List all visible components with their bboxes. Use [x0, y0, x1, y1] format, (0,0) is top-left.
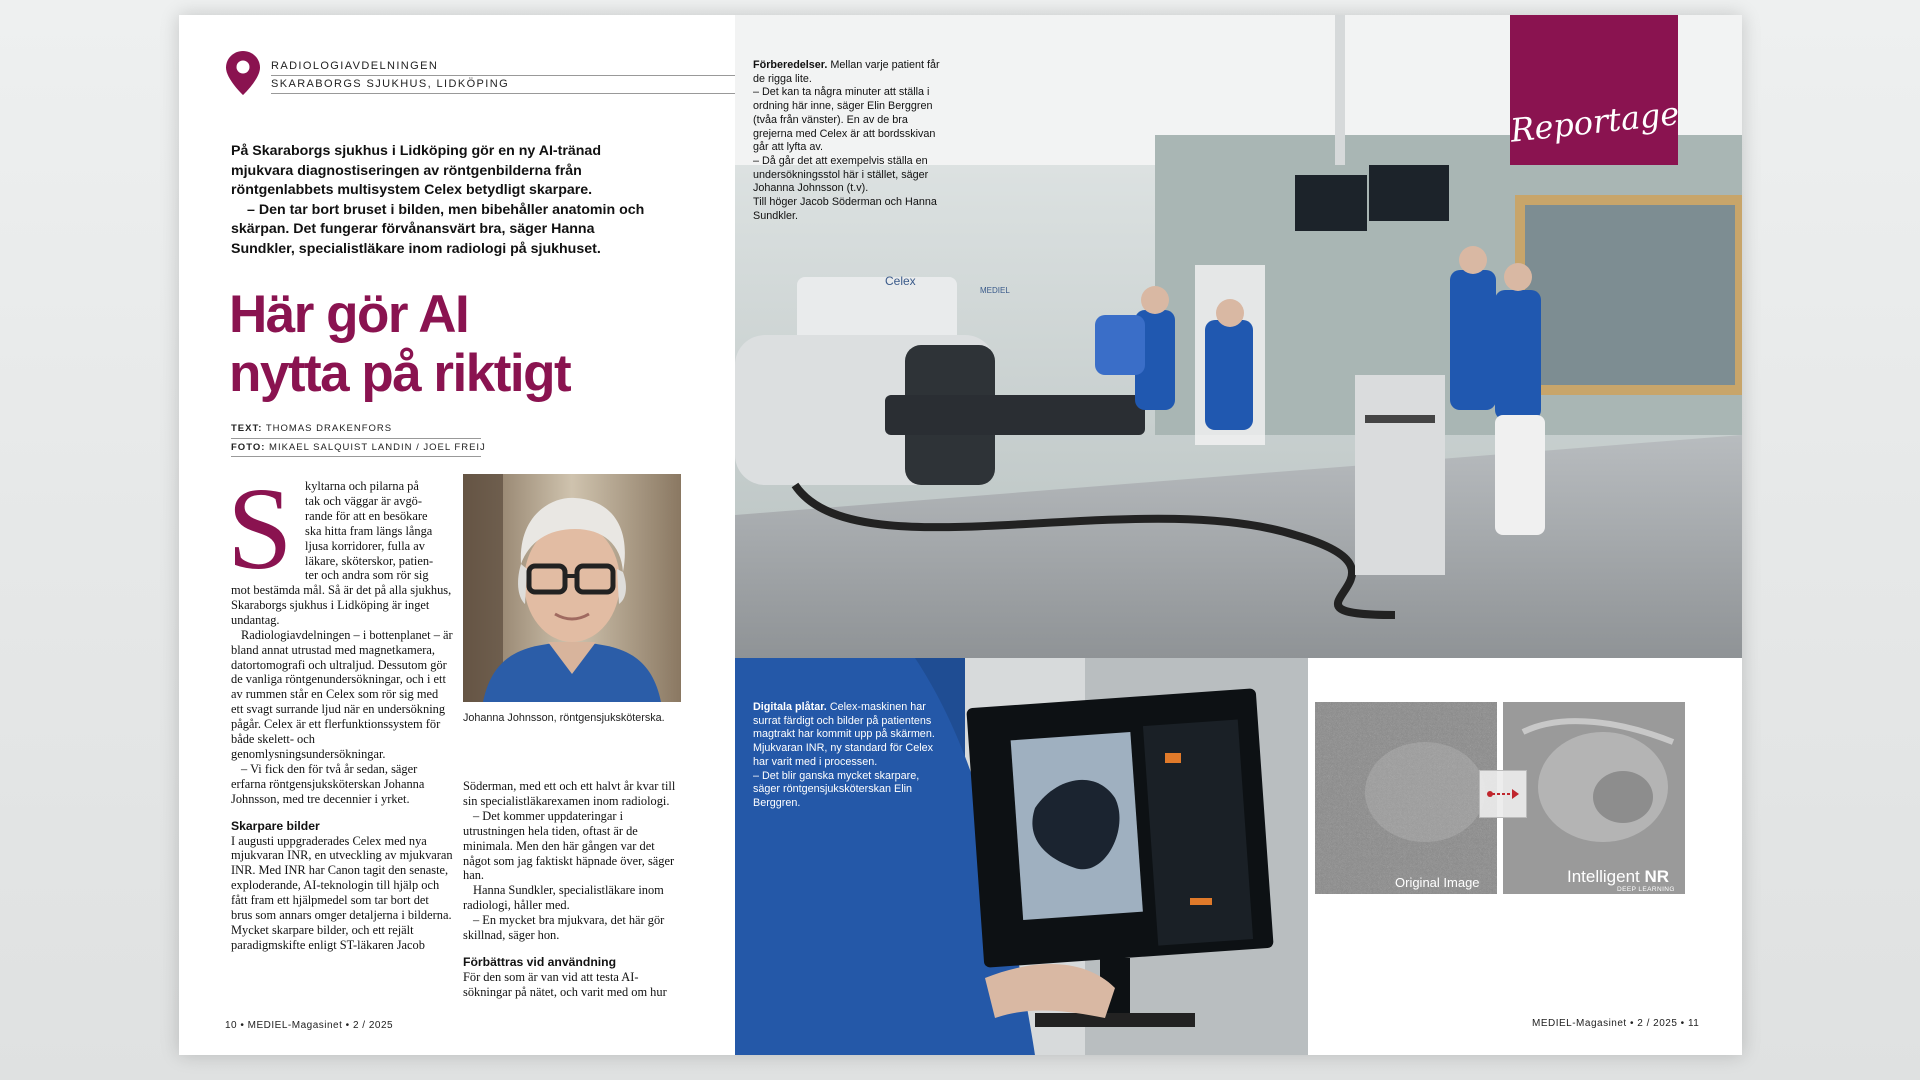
ingress-quote: – Den tar bort bruset i bilden, men bibehåller anatomin och skärpan. Det fungerar förvånansvärt bra, säger Hanna Sundkler, specialistläkare inom radiologi på sjukhuset.: [231, 201, 645, 257]
reportage-badge: [1508, 15, 1681, 165]
body-intro: kyltarna och pilarna på tak och väggar är avgö- rande för att en besökare ska hitta fram längs långa ljusa korridorer, fulla av läkare, sköterskor, patien- ter och andra som rör sig: [305, 479, 434, 583]
kicker-rule: [271, 75, 735, 76]
byline-text: TEXT: THOMAS DRAKENFORS: [231, 423, 393, 434]
page-footer-right: MEDIEL-Magasinet • 2 / 2025 • 11: [1532, 1018, 1700, 1029]
subheading: Förbättras vid användning: [463, 954, 617, 969]
ingress-paragraph: På Skaraborgs sjukhus i Lidköping gör en ny AI-tränad mjukvara diagnostiseringen av röntgenbilderna från röntgenlabbets multisystem Celex betydligt skarpare.: [231, 143, 601, 198]
kicker-department: RADIOLOGIAVDELNINGEN: [271, 60, 439, 72]
body-column-1: mot bestämda mål. Så är det på alla sjukhus, Skaraborgs sjukhus i Lidköping är inget undantag. Radiologiavdelningen – i bottenplanet – är bland annat utrustad med magnetkamera, datortomografi och ultraljud. Dessutom gör de vanliga röntgenundersökningar, och i ett av rummen står en Celex som rör sig med ett svagt surrande ljud när en undersökning pågår. Celex är ett flerfunktionssystem för både skelett- och genomlysningsundersökningar. – Vi fick den för två år sedan, säger erfarna röntgensjuksköterskan Johanna Johnsson, med tre decennier i yrket. Skarpare bilder I augusti uppgraderades Celex med nya mjukvaran INR, en utveckling av mjukvaran INR. Med INR har Canon tagit den senaste, exploderande, AI-teknologin till hjälp och fått fram ett hjälpmedel som tar bort det brus som annars omger detaljerna i bilderna. Mycket skarpare bilder, och ett rejält paradigmskifte enligt ST-läkaren Jacob: [231, 583, 453, 952]
reportage-label: Reportage: [1508, 94, 1681, 150]
kicker-hospital: SKARABORGS SJUKHUS, LIDKÖPING: [271, 78, 510, 90]
page-footer-left: 10 • MEDIEL-Magasinet • 2 / 2025: [225, 1020, 394, 1031]
original-xray-image: [1315, 702, 1497, 894]
headline: [229, 285, 570, 403]
byline-photo: FOTO: MIKAEL SALQUIST LANDIN / JOEL FREIJ: [231, 442, 486, 453]
mediel-label: MEDIEL: [980, 286, 1010, 295]
comparison-arrow-icon: [1479, 770, 1527, 818]
location-pin-icon: [225, 50, 261, 96]
subheading: Skarpare bilder: [231, 818, 320, 833]
caption-bottom: Digitala plåtar. Celex-maskinen har surrat färdigt och bilder på patientens magtrakt har kommit upp på skärmen. Mjukvaran INR, ny standard för Celex har varit med i processen. – Det blir ganska mycket skarpare, säger röntgensjuksköterskan Elin Berggren.: [753, 701, 935, 809]
headline-line: nytta på riktigt: [229, 344, 571, 403]
left-page: [179, 15, 735, 1055]
intelligent-nr-xray-image: [1503, 702, 1685, 894]
portrait-photo: [463, 474, 681, 702]
kicker-rule: [271, 93, 735, 94]
drop-cap: S: [227, 463, 293, 594]
portrait-caption: Johanna Johnsson, röntgensjuksköterska.: [463, 712, 665, 724]
deep-learning-label: DEEP LEARNING: [1617, 886, 1675, 893]
caption-top: Förberedelser. Mellan varje patient får de rigga lite. – Det kan ta några minuter att ställa i ordning här inne, säger Elin Berggren (tvåa från vänster). En av de bra grejerna med Celex är att bordsskivan går att lyfta av. – Då går det att exempelvis ställa en undersökningsstol här i stället, säger Johanna Johnsson (t.v). Till höger Jacob Söderman och Hanna Sundkler.: [753, 59, 940, 222]
celex-label: Celex: [885, 274, 916, 288]
intelligent-nr-label: Intelligent NR: [1567, 867, 1670, 886]
magazine-spread: [179, 15, 1742, 1055]
body-column-2: Söderman, med ett och ett halvt år kvar till sin specialistläkarexamen inom radiologi. – Det kommer uppdateringar i utrustningen hela tiden, oftast är de minimala. Men den här gången var det något som jag faktiskt häpnade över, säger han. Hanna Sundkler, specialistläkare inom radiologi, håller med. – En mycket bra mjukvara, det här gör skillnad, säger hon. Förbättras vid användning För den som är van vid att testa AI-sökningar på nätet, och varit med om hur: [463, 779, 685, 1000]
ingress: [231, 142, 651, 259]
original-image-label: Original Image: [1395, 875, 1480, 890]
byline-rule: [231, 438, 481, 439]
xray-comparison: [1313, 700, 1690, 896]
headline-line: Här gör AI: [229, 285, 469, 344]
byline-rule: [231, 456, 481, 457]
